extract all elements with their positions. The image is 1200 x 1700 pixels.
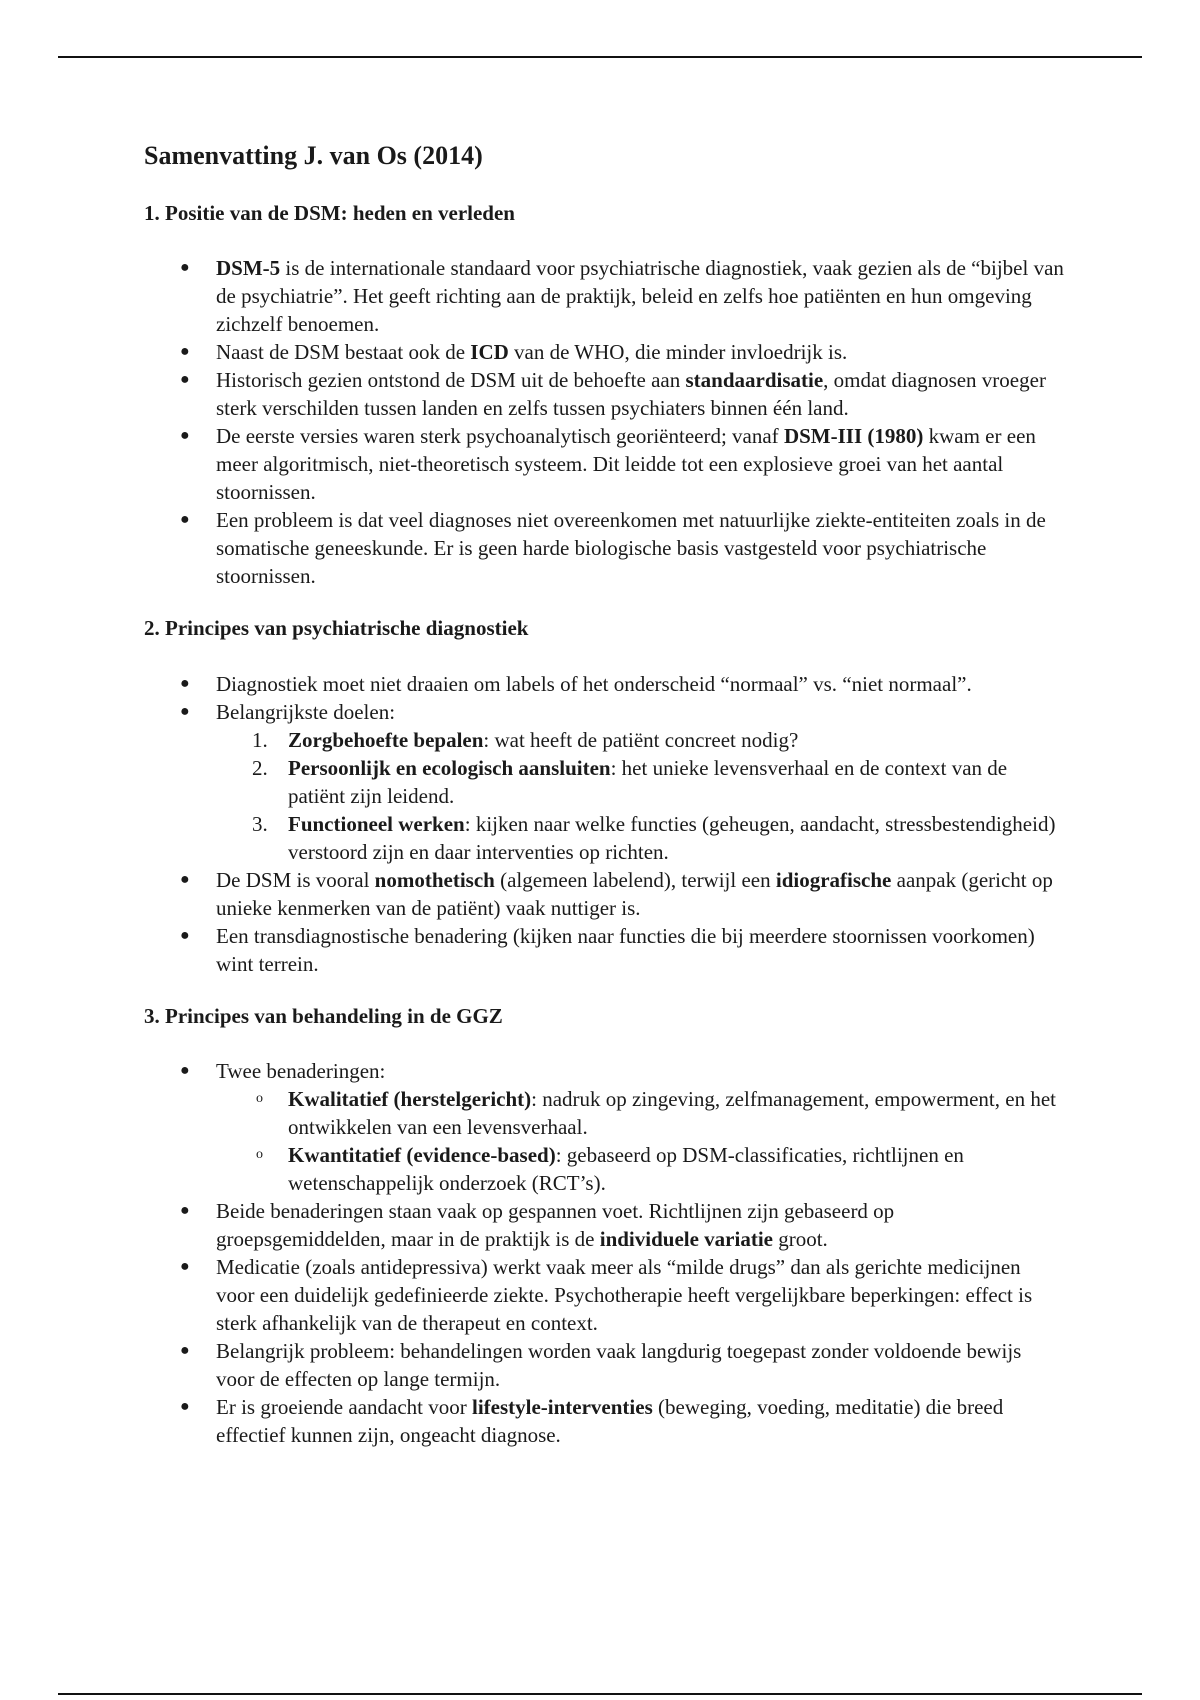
section-1-heading: 1. Positie van de DSM: heden en verleden [144,201,515,226]
bullet-icon: ● [180,926,190,944]
list-item: ● Beide benaderingen staan vaak op gespannen voet. Richtlijnen zijn gebaseerd op groepsgemiddelden, maar in de praktijk is de individuele variatie groot. [180,1198,895,1251]
section-2-heading: 2. Principes van psychiatrische diagnostiek [144,616,529,641]
bullet-icon: ● [180,427,190,445]
bullet-icon: ● [180,870,190,888]
numbered-item: 2. Persoonlijk en ecologisch aansluiten: het unieke levensverhaal en de context van de patiënt zijn leidend. [252,755,1008,808]
list-item: ● Een transdiagnostische benadering (kijken naar functies die bij meerdere stoornissen voorkomen) wint terrein. [180,923,1035,976]
bullet-icon: ● [180,674,190,692]
bullet-icon: ● [180,1257,190,1275]
section-3-heading: 3. Principes van behandeling in de GGZ [144,1003,503,1028]
numbered-sublist [216,726,1064,866]
bullet-icon: ● [180,343,190,361]
top-rule [58,56,1142,58]
list-item: ● Naast de DSM bestaat ook de ICD van de WHO, die minder invloedrijk is. [180,340,848,365]
list-item: ● Een probleem is dat veel diagnoses niet overeenkomen met natuurlijke ziekte-entiteiten zoals in de somatische geneeskunde. Er is geen harde biologische basis vastgesteld voor psychiatrische stoornissen. [180,508,1046,589]
list-item: ● DSM-5 is de internationale standaard voor psychiatrische diagnostiek, vaak gezien als de “bijbel van de psychiatrie”. Het geeft richting aan de praktijk, beleid en zelfs hoe patiënten en hun omgeving zichzelf benoemen. [180,256,1064,337]
list-item: ● Twee benaderingen: o Kwalitatief (herstelgericht): nadruk op zingeving, zelfmanagement, empowerment, en het ontwikkelen van een levensverhaal. o Kwantitatief (evidence-based): gebaseerd op DSM-classificaties, richtlijnen en wetenschappelijk onderzoek (RCT’s). [144,1057,1064,1197]
bullet-icon: ● [180,511,190,529]
list-item: ● Historisch gezien ontstond de DSM uit de behoefte aan standaardisatie, omdat diagnosen vroeger sterk verschilden tussen landen en zelfs tussen psychiaters binnen één land. [180,368,1046,421]
document-body [144,140,1064,1475]
section-1-list [144,254,1064,590]
list-item: ● Diagnostiek moet niet draaien om labels of het onderscheid “normaal” vs. “niet normaal”. [180,671,972,696]
list-item: ● Medicatie (zoals antidepressiva) werkt vaak meer als “milde drugs” dan als gerichte medicijnen voor een duidelijk gedefinieerde ziekte. Psychotherapie heeft vergelijkbare beperkingen: effect is sterk afhankelijk van de therapeut en context. [180,1254,1033,1335]
bullet-icon: ● [180,1397,190,1415]
list-item: ● Belangrijk probleem: behandelingen worden vaak langdurig toegepast zonder voldoende bewijs voor de effecten op lange termijn. [180,1338,1022,1391]
sub-item: o Kwalitatief (herstelgericht): nadruk op zingeving, zelfmanagement, empowerment, en het ontwikkelen van een levensverhaal. [256,1086,1056,1139]
circle-sublist [216,1085,1064,1197]
bullet-icon: ● [180,702,190,720]
bottom-rule [58,1693,1142,1695]
circle-bullet-icon: o [256,1146,263,1162]
section-3-list [144,1057,1064,1449]
list-item: ● De DSM is vooral nomothetisch (algemeen labelend), terwijl een idiografische aanpak (gericht op unieke kenmerken van de patiënt) vaak nuttiger is. [180,867,1053,920]
document-title: Samenvatting J. van Os (2014) [144,141,483,170]
numbered-item: 1. Zorgbehoefte bepalen: wat heeft de patiënt concreet nodig? [252,727,799,752]
bullet-icon: ● [180,1341,190,1359]
bullet-icon: ● [180,371,190,389]
bullet-icon: ● [180,1201,190,1219]
numbered-item: 3. Functioneel werken: kijken naar welke functies (geheugen, aandacht, stressbestendigheid) verstoord zijn en daar interventies op richten. [252,811,1056,864]
bullet-icon: ● [180,259,190,277]
list-item: ● Belangrijkste doelen: 1. Zorgbehoefte bepalen: wat heeft de patiënt concreet nodig? 2. Persoonlijk en ecologisch aansluiten: het unieke levensverhaal en de context van de patiënt zijn leidend. 3. Functioneel werken: kijken naar welke functies (geheugen, aandacht, stressbestendigheid) verstoord zijn en daar interventies op richten. [144,698,1064,866]
list-item: ● De eerste versies waren sterk psychoanalytisch georiënteerd; vanaf DSM-III (1980) kwam er een meer algoritmisch, niet-theoretisch systeem. Dit leidde tot een explosieve groei van het aantal stoornissen. [180,424,1036,505]
list-item: ● Er is groeiende aandacht voor lifestyle-interventies (beweging, voeding, meditatie) die breed effectief kunnen zijn, ongeacht diagnose. [180,1394,1004,1447]
section-2-list [144,670,1064,978]
circle-bullet-icon: o [256,1090,263,1106]
bullet-icon: ● [180,1061,190,1079]
sub-item: o Kwantitatief (evidence-based): gebaseerd op DSM-classificaties, richtlijnen en wetenschappelijk onderzoek (RCT’s). [256,1142,964,1195]
